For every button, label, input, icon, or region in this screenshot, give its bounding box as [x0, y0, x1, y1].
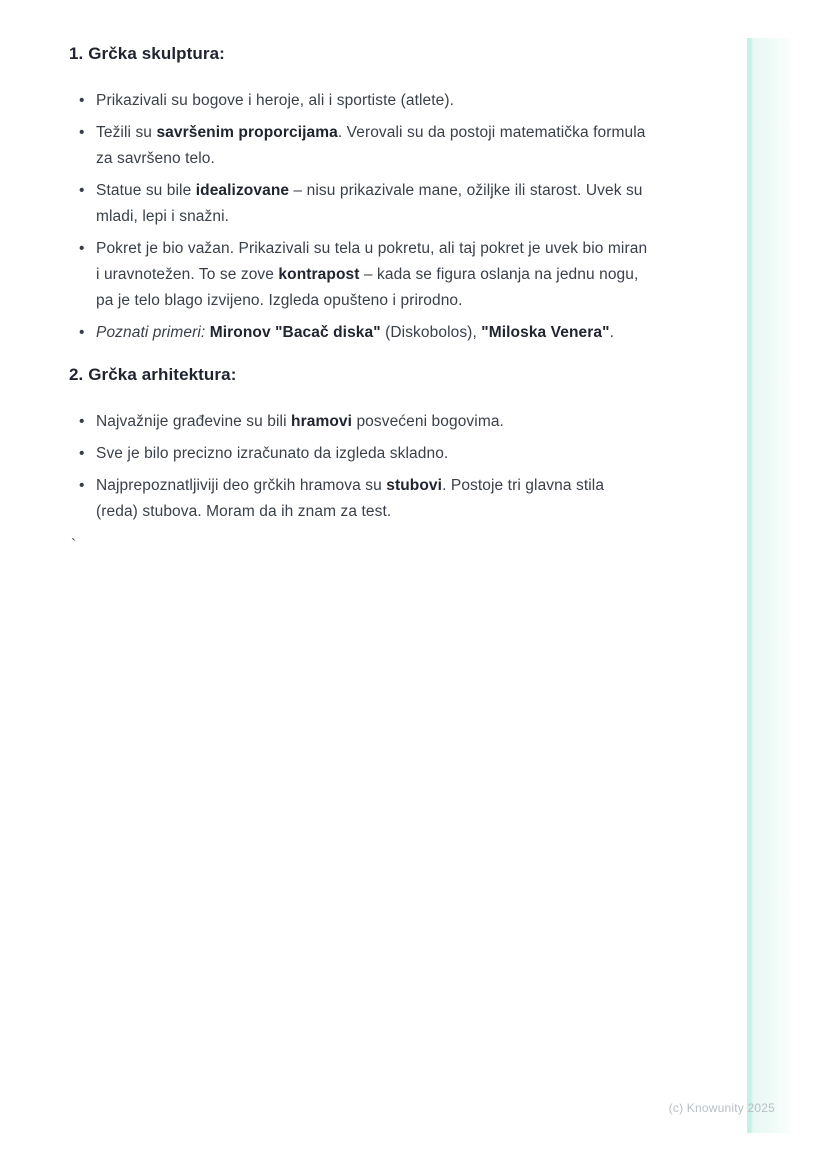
text-run: Sve je bilo precizno izračunato da izgleda skladno.: [96, 445, 449, 462]
text-run: kontrapost: [278, 266, 360, 283]
notes-content: [69, 43, 651, 559]
text-run: Poznati primeri:: [96, 324, 206, 341]
text-run: posvećeni bogovima.: [352, 413, 504, 430]
list-item: [96, 120, 648, 172]
text-run: Težili su: [96, 124, 157, 141]
text-run: (Diskobolos),: [380, 324, 482, 341]
section-heading-2: 2. Grčka arhitektura:: [69, 365, 237, 384]
text-run: stubovi: [386, 477, 443, 494]
list-item: [96, 441, 648, 467]
bullet-list-1: [69, 88, 651, 346]
list-item: [96, 236, 648, 314]
list-item: [96, 409, 648, 435]
accent-stripe: [747, 38, 791, 1133]
list-item: [96, 320, 648, 346]
text-run: . Postoje tri glavna stila (reda) stubova. Moram da ih znam za test.: [96, 477, 605, 520]
text-run: . Verovali su da postoji matematička formula za savršeno telo.: [96, 124, 646, 167]
text-run: idealizovane: [195, 182, 290, 199]
list-item: [96, 178, 648, 230]
text-run: savršenim proporcijama: [156, 124, 338, 141]
list-item: [96, 473, 648, 525]
text-run: Najprepoznatljiviji deo grčkih hramova su: [96, 477, 387, 494]
footer-copyright: (c) Knowunity 2025: [668, 1101, 775, 1115]
text-run: hramovi: [291, 413, 353, 430]
text-run: Statue su bile: [96, 182, 196, 199]
list-item: [96, 88, 648, 114]
text-run: Prikazivali su bogove i heroje, ali i sportiste (atlete).: [96, 92, 455, 109]
stray-character: `: [71, 537, 77, 554]
text-run: – nisu prikazivale mane, ožiljke ili starost. Uvek su mladi, lepi i snažni.: [96, 182, 643, 225]
text-run: Pokret je bio važan. Prikazivali su tela u pokretu, ali taj pokret je uvek bio miran i uravnotežen. To se zove: [96, 240, 648, 283]
text-run: Mironov "Bacač diska": [209, 324, 381, 341]
text-run: – kada se figura oslanja na jednu nogu, pa je telo blago izvijeno. Izgleda opušteno i prirodno.: [96, 266, 639, 309]
bullet-list-2: [69, 409, 651, 525]
text-run: Najvažnije građevine su bili: [96, 413, 292, 430]
text-run: .: [609, 324, 614, 341]
text-run: "Miloska Venera": [481, 324, 610, 341]
section-heading-1: 1. Grčka skulptura:: [69, 44, 225, 63]
